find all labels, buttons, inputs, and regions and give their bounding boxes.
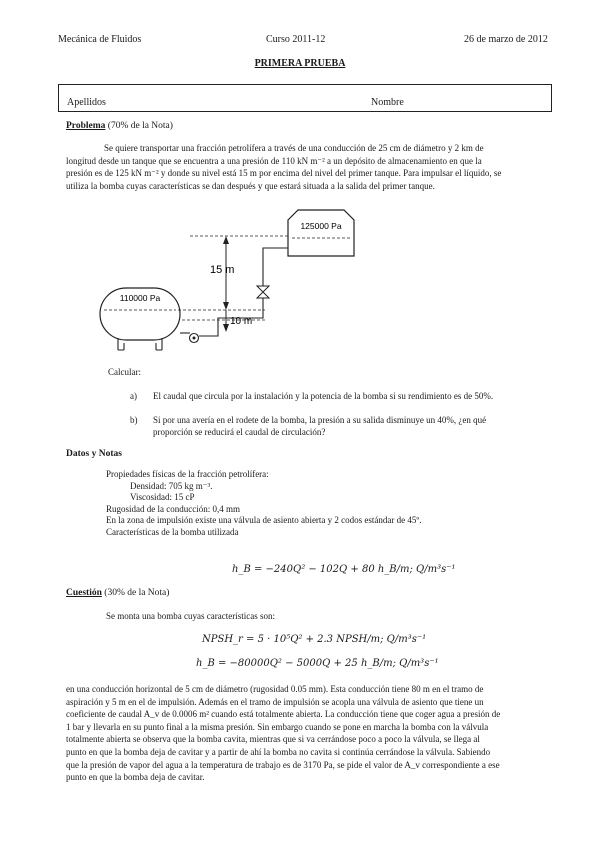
problem-weight: (70% de la Nota) (107, 121, 173, 131)
npsh-equation: NPSH_r = 5 · 10⁵Q² + 2.3 NPSH/m; Q/m³s⁻¹ (202, 634, 427, 645)
question-line: punto en que la bomba deja de cavitar y a partir de ahí la bomba no cavita si continúa cerrándose la válvula. Sabiendo (66, 746, 491, 757)
data-line: Rugosidad de la conducción: 0,4 mm (106, 503, 240, 514)
question-b-line: proporción se reducirá el caudal de circulación? (153, 427, 326, 437)
question-line: que la presión de vapor del agua a la temperatura de trabajo es de 3170 Pa, se pide el valor de A_v correspondiente a ese (66, 759, 500, 770)
data-line: Características de la bomba utilizada (106, 526, 239, 537)
height-lower-label: 10 m (230, 316, 253, 327)
question-line: en una conducción horizontal de 5 cm de diámetro (rugosidad 0.05 mm). Esta conducción tiene 80 m en el tramo de (66, 684, 484, 694)
name-box (58, 84, 552, 112)
data-notes-list (106, 469, 421, 538)
pump-head-equation: h_B = −80000Q² − 5000Q + 25 h_B/m; Q/m³s⁻¹ (196, 658, 439, 669)
problem-heading-text: Problema (66, 121, 106, 131)
surname-label: Apellidos (67, 97, 106, 108)
question-line: punto en que la bomba deja de cavitar. (66, 772, 205, 783)
data-line: Densidad: 705 kg m⁻³. (130, 480, 213, 491)
question-b-label: b) (130, 415, 138, 425)
problem-line: Se quiere transportar una fracción petrolífera a través de una conducción de 25 cm de diámetro y 2 km de (104, 143, 484, 153)
subject-label: Mecánica de Fluidos (58, 34, 142, 45)
question-b-text (153, 414, 553, 438)
data-line: En la zona de impulsión existe una válvula de asiento abierta y 2 codos estándar de 45º. (106, 515, 422, 525)
question-line: totalmente abierta se observa que la bomba cavita, mientras que si va cerrándose poco a poco la válvula, se llega al (66, 734, 480, 745)
question-line: aspiración y 5 m en el de impulsión. Además en el tramo de impulsión se acopla una válvula de asiento que tiene un (66, 696, 484, 707)
question-line: coeficiente de caudal A_v de 0.0006 m² cuando está totalmente abierta. La conducción tiene que coger agua a presión de (66, 709, 501, 720)
tank1-pressure: 110000 Pa (119, 293, 161, 303)
name-label: Nombre (371, 97, 404, 108)
date-label: 26 de marzo de 2012 (464, 34, 548, 45)
height-upper-label: 15 m (210, 264, 235, 276)
course-label: Curso 2011-12 (266, 34, 326, 45)
upper-tank (288, 210, 354, 256)
question-statement (66, 683, 552, 784)
calculate-label: Calcular: (108, 367, 141, 377)
data-notes-heading: Datos y Notas (66, 449, 122, 459)
question-heading (66, 588, 169, 598)
problem-line: utiliza la bomba cuyas características se dan después y que estará situada a la salida del primer tanque. (66, 180, 435, 191)
data-line: Propiedades físicas de la fracción petrolífera: (106, 469, 269, 479)
problem-line: longitud desde un tanque que se encuentra a una presión de 110 kN m⁻² a un depósito de almacenamiento en que la (66, 155, 482, 166)
question-heading-text: Cuestión (66, 588, 102, 598)
valve-icon (257, 286, 269, 298)
pump-curve-equation: h_B = −240Q² − 102Q + 80 h_B/m; Q/m³s⁻¹ (232, 564, 456, 575)
question-weight: (30% de la Nota) (104, 588, 170, 598)
problem-line: presión es de 125 kN m⁻² y donde su nivel está 15 m por encima del nivel del primer tanque. Para impulsar el líquido, se (66, 168, 502, 179)
question-a-label: a) (130, 391, 137, 401)
question-a-text: El caudal que circula por la instalación y la potencia de la bomba si su rendimiento es de 50%. (153, 391, 494, 401)
problem-heading (66, 121, 173, 131)
data-line: Viscosidad: 15 cP (130, 492, 195, 502)
problem-statement (66, 142, 552, 192)
tank2-pressure: 125000 Pa (300, 221, 342, 231)
question-intro: Se monta una bomba cuyas características son: (106, 611, 275, 621)
question-line: 1 bar y llevarla en su punto final a la misma presión. Sin embargo cuando se pone en marcha la bomba con la válvula (66, 721, 489, 732)
exam-title: PRIMERA PRUEBA (254, 58, 346, 69)
installation-diagram (90, 198, 370, 358)
question-b-line: Si por una avería en el rodete de la bomba, la presión a su salida disminuye un 40%, ¿en qué (153, 415, 487, 425)
